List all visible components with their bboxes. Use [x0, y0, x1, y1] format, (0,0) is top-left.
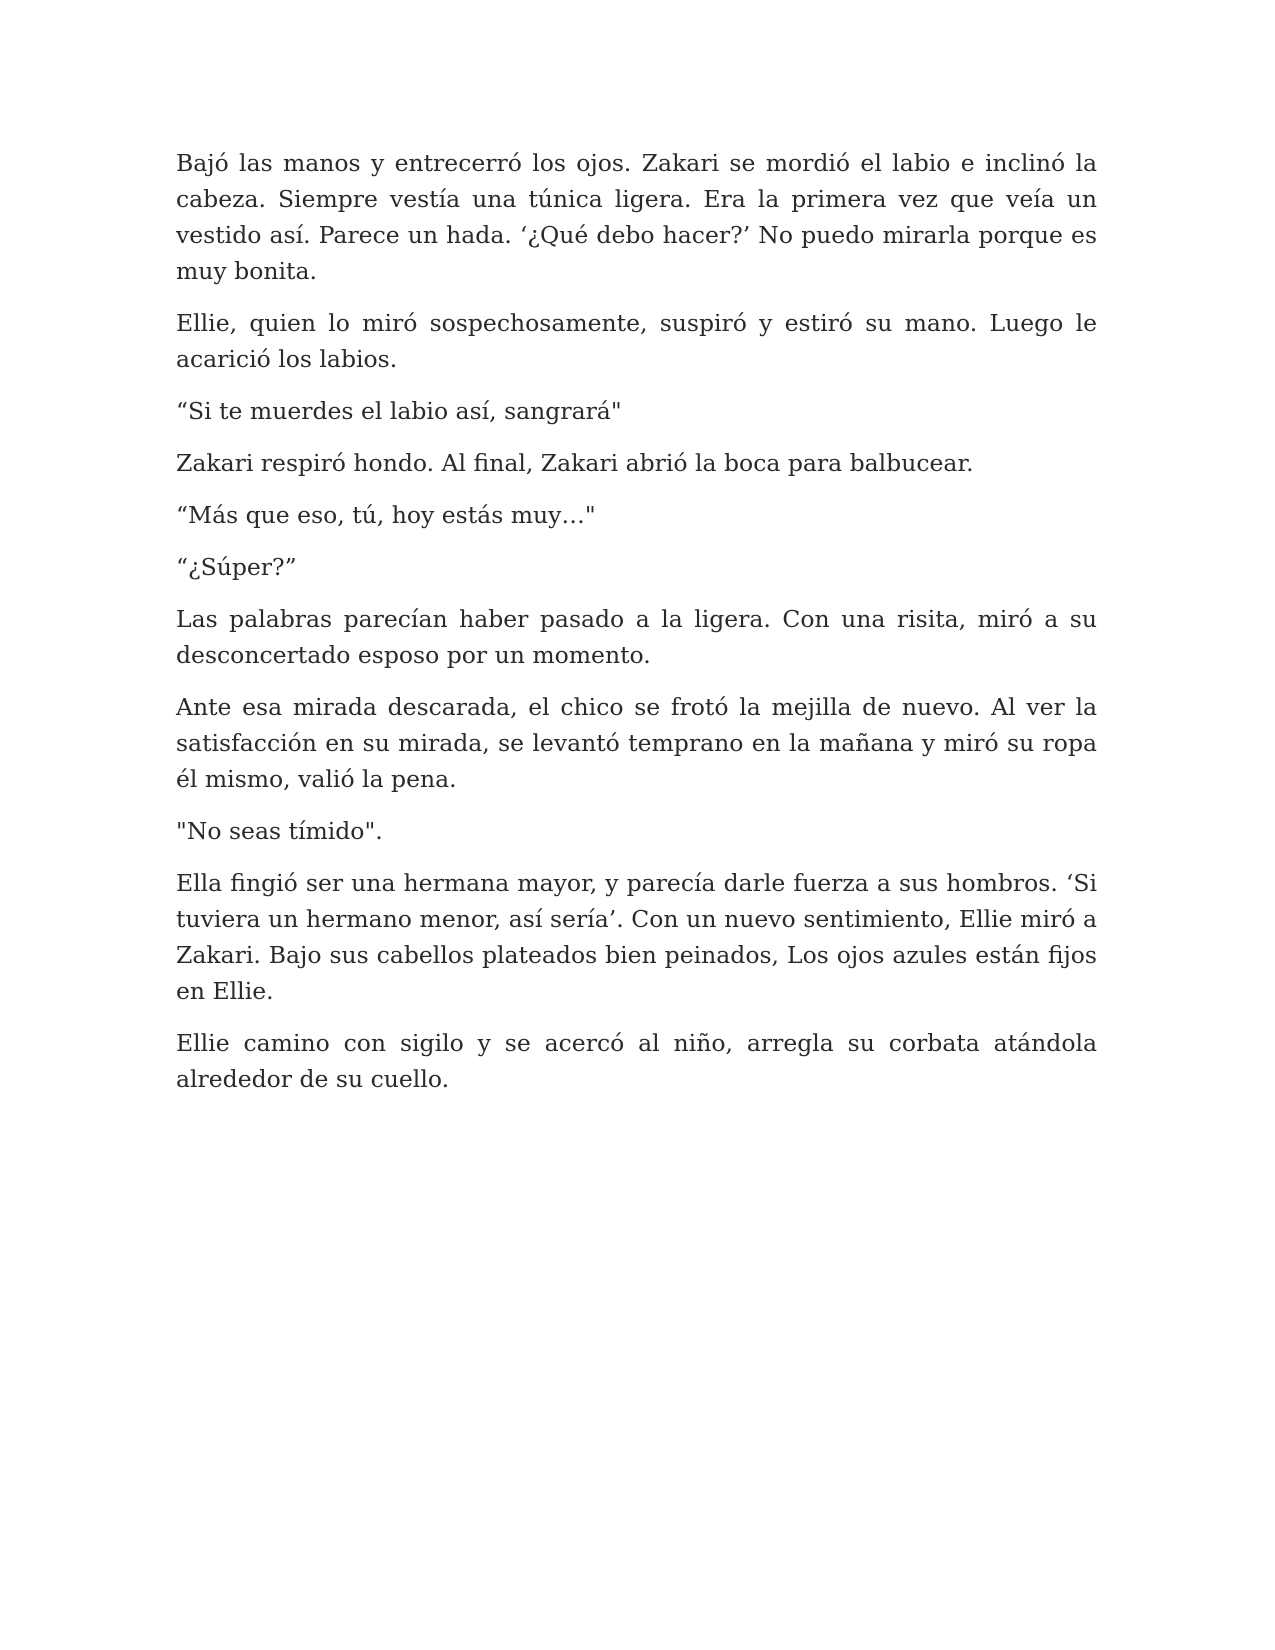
- paragraph: Bajó las manos y entrecerró los ojos. Zakari se mordió el labio e inclinó la cabeza. Siempre vestía una túnica ligera. Era la primera vez que veía un vestido así. Parece un hada. ‘¿Qué debo hacer?’ No puedo mirarla porque es muy bonita.: [176, 149, 1097, 285]
- paragraph: “¿Súper?”: [176, 553, 297, 581]
- paragraph: "No seas tímido".: [176, 817, 383, 845]
- paragraph: Ellie, quien lo miró sospechosamente, suspiró y estiró su mano. Luego le acarició los labios.: [176, 309, 1097, 373]
- paragraph: Ellie camino con sigilo y se acercó al niño, arregla su corbata atándola alrededor de su cuello.: [176, 1029, 1097, 1093]
- paragraph: Zakari respiró hondo. Al final, Zakari abrió la boca para balbucear.: [176, 449, 974, 477]
- paragraph: “Más que eso, tú, hoy estás muy…": [176, 501, 596, 529]
- paragraph: Ante esa mirada descarada, el chico se frotó la mejilla de nuevo. Al ver la satisfacción en su mirada, se levantó temprano en la mañana y miró su ropa él mismo, valió la pena.: [176, 693, 1097, 793]
- paragraph: Ella fingió ser una hermana mayor, y parecía darle fuerza a sus hombros. ‘Si tuviera un hermano menor, así sería’. Con un nuevo sentimiento, Ellie miró a Zakari. Bajo sus cabellos plateados bien peinados, Los ojos azules están fijos en Ellie.: [176, 869, 1097, 1005]
- paragraph: “Si te muerdes el labio así, sangrará": [176, 397, 622, 425]
- body-text: [176, 145, 1097, 1113]
- paragraph: Las palabras parecían haber pasado a la ligera. Con una risita, miró a su desconcertado esposo por un momento.: [176, 605, 1097, 669]
